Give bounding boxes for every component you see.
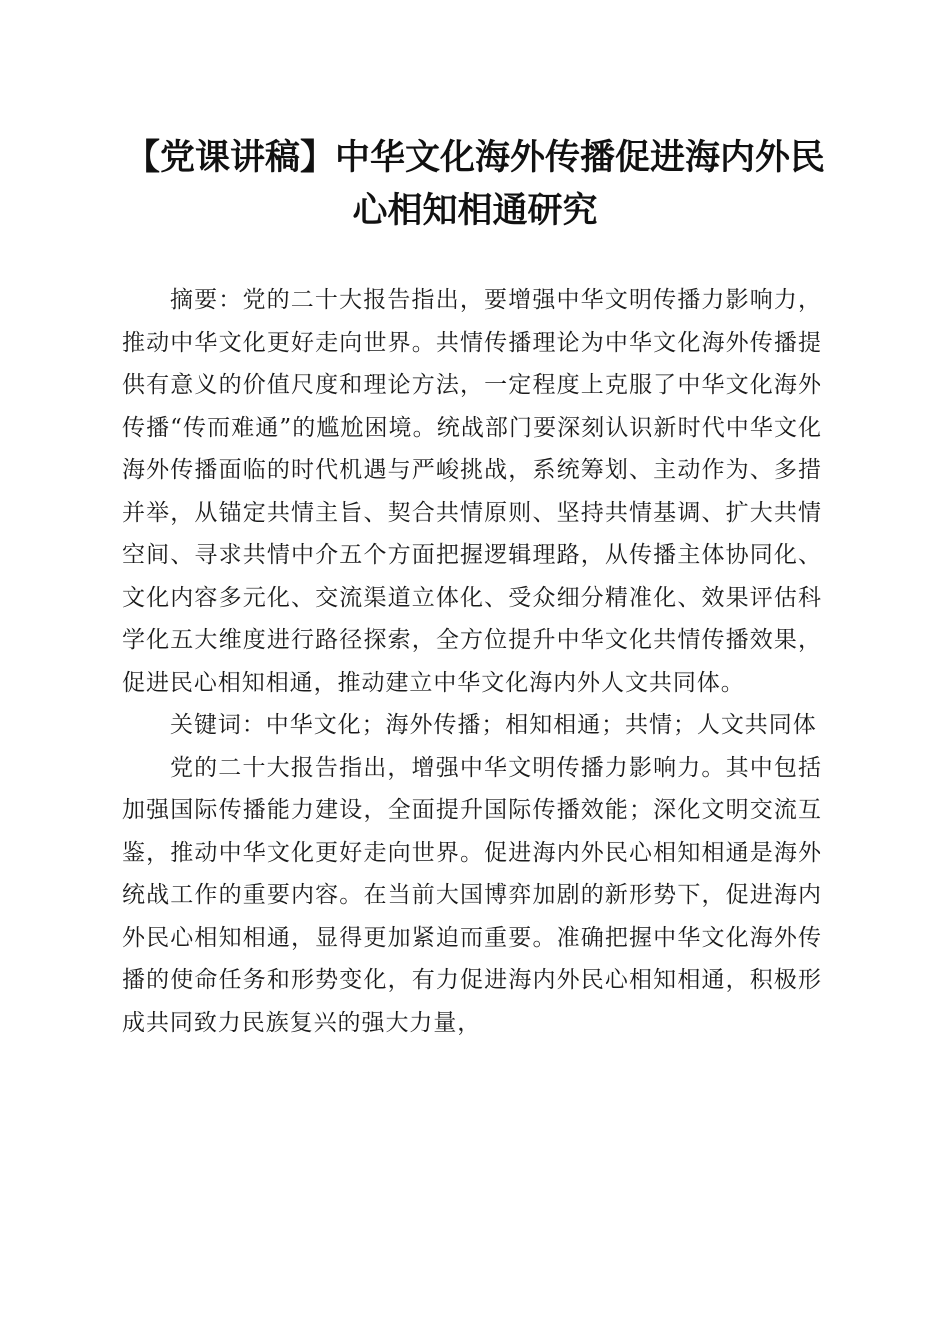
document-title-line-2: 心相知相通研究 xyxy=(352,191,598,231)
document-body xyxy=(122,279,822,1044)
document-title xyxy=(110,132,840,238)
intro-paragraph: 党的二十大报告指出，增强中华文明传播力影响力。其中包括加强国际传播能力建设，全面提升国际传播效能；深化文明交流互鉴，推动中华文化更好走向世界。促进海内外民心相知相通是海外统战工作的重要内容。在当前大国博弈加剧的新形势下，促进海内外民心相知相通，显得更加紧迫而重要。准确把握中华文化海外传播的使命任务和形势变化，有力促进海内外民心相知相通，积极形成共同致力民族复兴的强大力量， xyxy=(122,754,822,1036)
document-title-line-1: 【党课讲稿】中华文化海外传播促进海内外民 xyxy=(124,138,825,178)
keywords-paragraph: 关键词：中华文化；海外传播；相知相通；共情；人文共同体 xyxy=(170,712,817,738)
abstract-paragraph: 摘要：党的二十大报告指出，要增强中华文明传播力影响力，推动中华文化更好走向世界。共情传播理论为中华文化海外传播提供有意义的价值尺度和理论方法，一定程度上克服了中华文化海外传播“传而难通”的尴尬困境。统战部门要深刻认识新时代中华文化海外传播面临的时代机遇与严峻挑战，系统筹划、主动作为、多措并举，从锚定共情主旨、契合共情原则、坚持共情基调、扩大共情空间、寻求共情中介五个方面把握逻辑理路，从传播主体协同化、文化内容多元化、交流渠道立体化、受众细分精准化、效果评估科学化五大维度进行路径探索，全方位提升中华文化共情传播效果，促进民心相知相通，推动建立中华文化海内外人文共同体。 xyxy=(122,287,822,696)
